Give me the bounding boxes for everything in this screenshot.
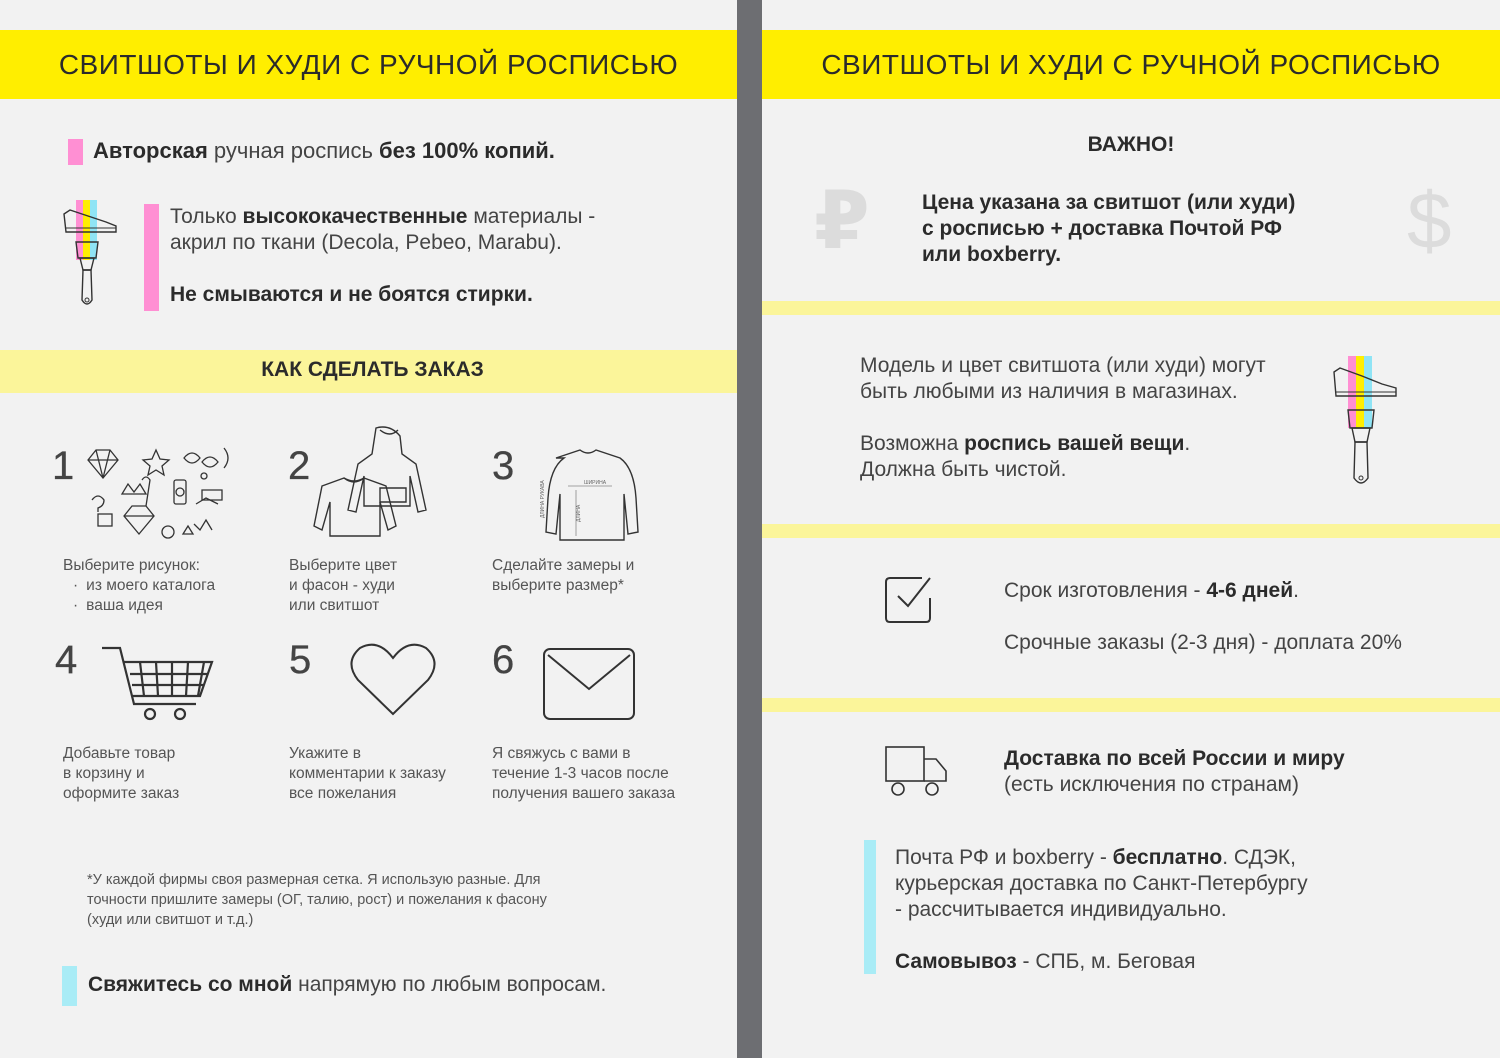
- footnote-line-1: *У каждой фирмы своя размерная сетка. Я использую разные. Для: [87, 872, 541, 888]
- price-line-1: Цена указана за свитшот (или худи): [922, 191, 1296, 214]
- materials-line-3: [170, 282, 690, 308]
- delivery-block: [1004, 746, 1345, 798]
- divider-strip-3: [762, 698, 1500, 712]
- ruble-icon: ₽: [814, 176, 870, 265]
- step-3-line-1: Сделайте замеры и: [492, 557, 635, 574]
- model-line-4: Должна быть чистой.: [860, 458, 1067, 481]
- step-6-text: [492, 744, 675, 804]
- step-3-text: [492, 556, 634, 596]
- model-line-3: [860, 431, 1266, 457]
- dollar-icon: $: [1407, 176, 1452, 265]
- step-2-line-1: Выберите цвет: [289, 557, 398, 574]
- model-block: [860, 353, 1266, 483]
- cyan-bar: [864, 840, 876, 974]
- sleeve-label: ДЛИНА РУКАВА: [540, 480, 546, 518]
- step-4-text: [63, 744, 179, 804]
- model-bold: роспись вашей вещи: [964, 432, 1185, 455]
- step-5-line-1: Укажите в: [289, 745, 362, 762]
- length-label: ДЛИНА: [576, 504, 582, 522]
- term-line-1: [1004, 578, 1402, 604]
- step-1-line: Выберите рисунок:: [63, 557, 200, 574]
- step-5-line-2: комментарии к заказу: [289, 765, 446, 782]
- intro-text: [93, 138, 555, 164]
- materials-text-a: Только: [170, 205, 243, 228]
- cyan-marker: [62, 966, 77, 1006]
- step-5-line-3: все пожелания: [289, 785, 397, 802]
- pickup-bold: Самовывоз: [895, 950, 1017, 973]
- contact-normal: напрямую по любым вопросам.: [292, 973, 607, 996]
- truck-icon: [884, 745, 948, 797]
- shipping-line-1: [895, 845, 1308, 871]
- term-text-a: Срок изготовления -: [1004, 579, 1207, 602]
- step-4-line-1: Добавьте товар: [63, 745, 176, 762]
- pink-bar: [144, 204, 159, 311]
- width-label: ШИРИНА: [584, 480, 607, 486]
- step-3-number: 3: [492, 444, 515, 488]
- term-days: 4-6 дней: [1206, 579, 1294, 602]
- materials-bold: высококачественные: [242, 205, 468, 228]
- panel-divider: [737, 0, 762, 1058]
- shipping-line-3: - рассчитывается индивидуально.: [895, 898, 1227, 921]
- shipping-line-4: [895, 949, 1308, 975]
- order-title: КАК СДЕЛАТЬ ЗАКАЗ: [261, 358, 484, 381]
- step-4-number: 4: [55, 638, 78, 682]
- hoodie-sweatshirt-icon: [300, 424, 430, 544]
- shipping-text-c: . СДЭК,: [1222, 846, 1296, 869]
- pink-marker: [68, 139, 83, 165]
- step-5-number: 5: [289, 638, 312, 682]
- price-line-2: с росписью + доставка Почтой РФ: [922, 217, 1282, 240]
- step-5-text: [289, 744, 446, 804]
- step-2-text: [289, 556, 397, 616]
- sweatshirt-measure-icon: [534, 448, 640, 544]
- delivery-line-1: [1004, 746, 1345, 772]
- term-line-2: Срочные заказы (2-3 дня) - доплата 20%: [1004, 631, 1402, 654]
- envelope-icon: [542, 647, 636, 721]
- intro-bold-1: Авторская: [93, 138, 208, 163]
- left-header: СВИТШОТЫ И ХУДИ С РУЧНОЙ РОСПИСЬЮ: [0, 30, 737, 99]
- intro-bold-2: без 100% копий.: [379, 138, 555, 163]
- price-note: [922, 190, 1295, 268]
- checkbox-icon: [884, 574, 934, 624]
- model-line-1: Модель и цвет свитшота (или худи) могут: [860, 354, 1266, 377]
- price-line-3: или boxberry.: [922, 243, 1062, 266]
- shipping-line-2: курьерская доставка по Санкт-Петербургу: [895, 872, 1308, 895]
- materials-text-b: материалы -: [467, 205, 596, 228]
- footnote-line-3: (худи или свитшот и т.д.): [87, 912, 254, 928]
- step-1-text: [63, 556, 215, 616]
- divider-strip-1: [762, 301, 1500, 315]
- step-6-number: 6: [492, 638, 515, 682]
- right-header: СВИТШОТЫ И ХУДИ С РУЧНОЙ РОСПИСЬЮ: [762, 30, 1500, 99]
- materials-line-2: акрил по ткани (Decola, Pebeo, Marabu).: [170, 231, 562, 254]
- shopping-cart-icon: [100, 644, 216, 722]
- intro-normal: ручная роспись: [207, 138, 380, 163]
- sneaker-brush-icon: [58, 196, 122, 311]
- divider-strip-2: [762, 524, 1500, 538]
- step-4-line-2: в корзину и: [63, 765, 145, 782]
- step-1-number: 1: [52, 444, 75, 488]
- model-text-c: .: [1184, 432, 1191, 455]
- right-panel: [762, 0, 1500, 1058]
- size-footnote: [87, 870, 547, 930]
- step-1-bullet-1: · из моего каталога: [87, 576, 215, 596]
- delivery-line-2: (есть исключения по странам): [1004, 773, 1299, 796]
- model-text-a: Возможна: [860, 432, 965, 455]
- term-block: [1004, 578, 1402, 656]
- left-panel: [0, 0, 737, 1058]
- step-1-bullet-2: · ваша идея: [87, 596, 215, 616]
- materials-line-1: [170, 204, 690, 230]
- shipping-text-a: Почта РФ и boxberry -: [895, 846, 1113, 869]
- contact-bold: Свяжитесь со мной: [88, 973, 293, 996]
- step-2-line-3: или свитшот: [289, 597, 380, 614]
- footnote-line-2: точности пришлите замеры (ОГ, талию, рост) и пожелания к фасону: [87, 892, 547, 908]
- step-2-number: 2: [288, 444, 311, 488]
- heart-icon: [350, 642, 436, 718]
- sneaker-brush-icon-right: [1330, 354, 1402, 490]
- step-2-line-2: и фасон - худи: [289, 577, 395, 594]
- materials-wash: Не смываются и не боятся стирки.: [170, 283, 533, 306]
- shipping-block: [895, 845, 1308, 975]
- materials-block: [170, 204, 690, 308]
- drawings-collage-icon: [84, 440, 234, 544]
- step-6-line-1: Я свяжусь с вами в: [492, 745, 631, 762]
- delivery-bold: Доставка по всей России и миру: [1004, 747, 1345, 770]
- pickup-text: - СПБ, м. Беговая: [1016, 950, 1196, 973]
- important-title: ВАЖНО!: [1087, 133, 1175, 156]
- step-6-line-2: течение 1-3 часов после: [492, 765, 669, 782]
- step-4-line-3: оформите заказ: [63, 785, 180, 802]
- term-text-c: .: [1293, 579, 1299, 602]
- contact-text: [88, 973, 606, 997]
- shipping-free: бесплатно: [1112, 846, 1223, 869]
- step-6-line-3: получения вашего заказа: [492, 785, 676, 802]
- step-3-line-2: выберите размер*: [492, 577, 624, 594]
- model-line-2: быть любыми из наличия в магазинах.: [860, 380, 1238, 403]
